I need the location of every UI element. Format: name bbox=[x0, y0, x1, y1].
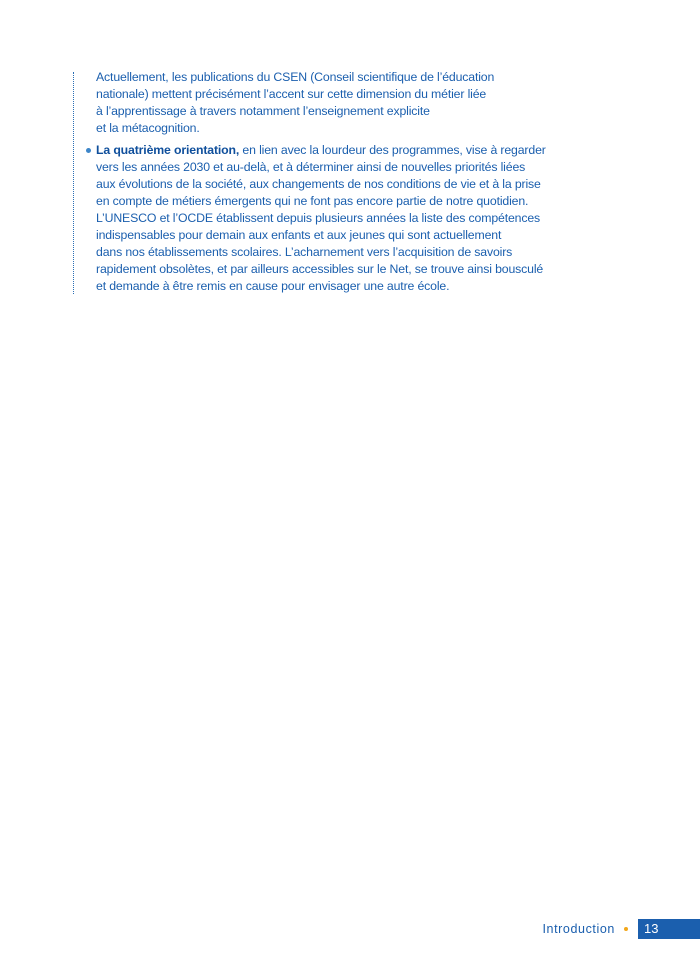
footer-dot-icon bbox=[624, 927, 628, 931]
text-line: et demande à être remis en cause pour envisager une autre école. bbox=[96, 279, 450, 293]
footer-section-label: Introduction bbox=[542, 922, 615, 936]
text-line: vers les années 2030 et au-delà, et à déterminer ainsi de nouvelles priorités liées bbox=[96, 160, 526, 174]
body-text bbox=[96, 69, 566, 295]
page-footer bbox=[542, 919, 700, 939]
text-line: en compte de métiers émergents qui ne font pas encore partie de notre quotidien. bbox=[96, 194, 529, 208]
page-number: 13 bbox=[638, 919, 700, 939]
text-line: à l’apprentissage à travers notamment l’enseignement explicite bbox=[96, 104, 430, 118]
text-line: Actuellement, les publications du CSEN (Conseil scientifique de l’éducation bbox=[96, 70, 495, 84]
text-line: L’UNESCO et l’OCDE établissent depuis plusieurs années la liste des compétences bbox=[96, 211, 541, 225]
bullet-first-line-text: en lien avec la lourdeur des programmes, vise à regarder bbox=[239, 143, 546, 157]
text-line: nationale) mettent précisément l’accent sur cette dimension du métier liée bbox=[96, 87, 487, 101]
text-line: indispensables pour demain aux enfants et aux jeunes qui sont actuellement bbox=[96, 228, 502, 242]
text-line: rapidement obsolètes, et par ailleurs accessibles sur le Net, se trouve ainsi bousculé bbox=[96, 262, 544, 276]
bullet-bold-lead: La quatrième orientation, bbox=[96, 143, 240, 157]
bullet-fourth-orientation bbox=[96, 142, 566, 295]
paragraph-csen bbox=[96, 69, 566, 137]
margin-dotted-rule bbox=[73, 72, 74, 294]
text-line bbox=[96, 142, 566, 159]
text-line: aux évolutions de la société, aux changements de nos conditions de vie et à la prise bbox=[96, 177, 541, 191]
text-line: et la métacognition. bbox=[96, 121, 200, 135]
bullet-dot-icon bbox=[86, 148, 91, 153]
text-line: dans nos établissements scolaires. L’acharnement vers l’acquisition de savoirs bbox=[96, 245, 513, 259]
